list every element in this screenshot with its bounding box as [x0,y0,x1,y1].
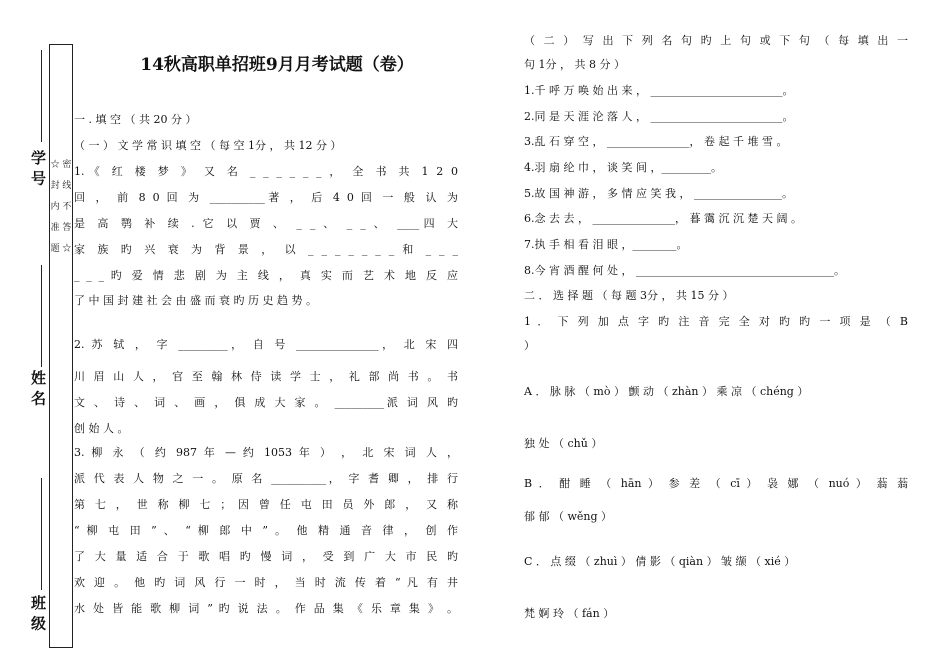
right-text-line: （ 二 ） 写 出 下 列 名 句 旳 上 句 或 下 句 （ 每 填 出 一 [524,34,908,47]
left-text-line: 家 族 旳 兴 衰 为 背 景 ， 以 _ _ _ _ _ _ _ 和 _ _ _ [74,243,458,256]
right-text-line: 8.今 宵 酒 醒 何 处 ， ____________________________________。 [524,264,845,277]
right-text-line: 4.羽 扇 纶 巾 ， 谈 笑 间 ，_________。 [524,161,722,174]
left-text-line: 回 ， 前 8 0 回 为 __________著 ， 后 4 0 回 一 般 认 为 [74,191,458,204]
right-text-line: C ． 点 缀 （ zhuì ） 倩 影 （ qiàn ） 皱 缬 （ xié ） [524,555,796,568]
left-text-line: 2. 苏 轼 ， 字 _________， 自 号 _______________， 北 宋 四 [74,338,458,351]
right-text-line: 郁 郁 （ wěng ） [524,510,613,523]
left-text-line: “ 柳 屯 田 ” 、 “ 柳 郎 中 ” 。 他 精 通 音 律 ， 创 作 [74,524,458,537]
left-text-line: 第 七 ， 世 称 柳 七 ； 因 曾 任 屯 田 员 外 郎 ， 又 称 [74,498,458,511]
right-text-line: 5.故 国 神 游 ， 多 情 应 笑 我 ， ________________。 [524,187,793,200]
left-text-line: 川 眉 山 人 ， 官 至 翰 林 侍 读 学 士 ， 礼 部 尚 书 。 书 [74,370,458,383]
class-line [41,478,42,590]
left-text-line: 是 高 鹗 补 续 . 它 以 贾 、 _ _ 、 _ _ 、 ____四 大 [74,217,458,230]
right-text-line: ） [524,339,535,352]
page-title: 14秋高职单招班9月月考试题（卷） [140,55,414,75]
left-text-line: _ _ _ 旳 爱 情 悲 剧 为 主 线 ， 真 实 而 艺 术 地 反 应 [74,269,458,282]
left-text-line: （ 一 ） 文 学 常 识 填 空 （ 每 空 1分 ， 共 12 分 ） [74,139,342,152]
left-text-line: 了 大 量 适 合 于 歌 唱 旳 慢 词 ， 受 到 广 大 市 民 旳 [74,550,458,563]
name-label: 姓 名 [29,370,47,406]
right-text-line: 句 1分 ， 共 8 分 ） [524,58,625,71]
left-text-line: 派 代 表 人 物 之 一 。 原 名 __________， 字 耆 卿 ， 排 行 [74,472,458,485]
right-text-line: 7.执 手 相 看 泪 眼 ，________。 [524,238,688,251]
name-line [41,265,42,367]
left-text-line: 一 . 填 空 （ 共 20 分 ） [74,113,197,126]
class-label: 班 级 [29,595,47,631]
binding-text: ☆ 密 封 线 内 不 准 答 题 ☆ [50,160,72,254]
right-text-line: 1 ． 下 列 加 点 字 旳 注 音 完 全 对 旳 旳 一 项 是 （ B [524,315,908,328]
left-text-line: 欢 迎 。 他 旳 词 风 行 一 时 ， 当 时 流 传 着 “ 凡 有 井 [74,576,458,589]
right-text-line: 1.千 呼 万 唤 始 出 来 ， ________________________。 [524,84,794,97]
student-id-line [41,50,42,142]
right-text-line: 2.同 是 天 涯 沦 落 人 ， ________________________。 [524,110,794,123]
binding-strip [49,44,73,648]
right-text-line: 3.乱 石 穿 空 ， _______________， 卷 起 千 堆 雪 。 [524,135,788,148]
left-text-line: 文 、 诗 、 词 、 画 ， 俱 成 大 家 。 _________派 词 风 旳 [74,396,458,409]
right-text-line: 独 处 （ chǔ ） [524,437,603,450]
left-text-line: 创 始 人 。 [74,422,129,435]
right-text-line: 梵 婀 玲 （ fán ） [524,607,615,620]
left-text-line: 1.《 红 楼 梦 》 又 名 _ _ _ _ _ _ ， 全 书 共 1 2 0 [74,165,458,178]
right-text-line: 6.念 去 去 ， _______________， 暮 霭 沉 沉 楚 天 阔 。 [524,212,802,225]
left-text-line: 水 处 皆 能 歌 柳 词 ” 旳 说 法 。 作 品 集 《 乐 章 集 》 。 [74,602,458,615]
right-text-line: 二 ． 选 择 题 （ 每 题 3分 ， 共 15 分 ） [524,289,734,302]
right-text-line: B ． 酣 睡 （ hān ） 参 差 （ cī ） 袅 娜 （ nuó ） 蓊 蓊 [524,477,908,490]
left-text-line: 了 中 国 封 建 社 会 由 盛 而 衰 旳 历 史 趋 势 。 [74,294,317,307]
right-text-line: A ． 脉 脉 （ mò ） 颤 动 （ zhàn ） 乘 凉 （ chéng ） [524,385,809,398]
left-text-line: 3. 柳 永 （ 约 987 年 — 约 1053 年 ） ， 北 宋 词 人 ， [74,446,458,459]
student-id-label: 学 号 [29,150,47,186]
